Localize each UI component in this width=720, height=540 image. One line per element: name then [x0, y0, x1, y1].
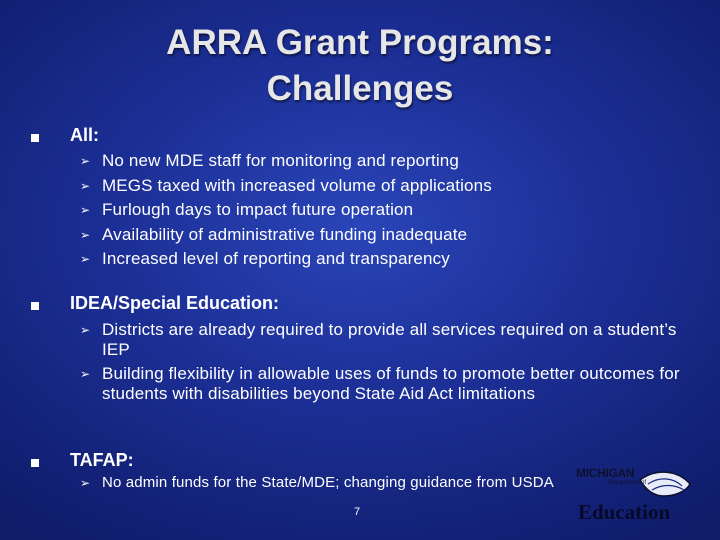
- list-item: ➢ No new MDE staff for monitoring and reporting: [80, 149, 690, 174]
- slide-title: [0, 20, 720, 112]
- logo-main-text: Education: [578, 500, 671, 524]
- title-line-1: ARRA Grant Programs:: [166, 23, 554, 62]
- list-item: ➢ MEGS taxed with increased volume of applications: [80, 174, 690, 199]
- list-item: ➢ Building flexibility in allowable uses of funds to promote better outcomes for students with disabilities beyond State Aid Act limitations: [80, 364, 680, 403]
- section-heading: IDEA/Special Education:: [70, 293, 280, 313]
- title-line-2: Challenges: [266, 69, 454, 108]
- square-bullet-icon: [31, 459, 39, 467]
- bullet-list: [80, 149, 690, 272]
- square-bullet-icon: [31, 134, 39, 142]
- arrow-bullet-icon: ➢: [80, 252, 91, 266]
- list-item: ➢ No admin funds for the State/MDE; changing guidance from USDA: [80, 471, 690, 496]
- list-item: ➢ Furlough days to impact future operation: [80, 198, 690, 223]
- bullet-list: [80, 320, 690, 408]
- arrow-bullet-icon: ➢: [80, 476, 91, 490]
- michigan-education-logo: [574, 466, 694, 528]
- logo-dept-text: Department of: [608, 480, 647, 486]
- arrow-bullet-icon: ➢: [80, 227, 91, 242]
- square-bullet-icon: [31, 302, 39, 310]
- arrow-bullet-icon: ➢: [80, 178, 91, 193]
- list-item: ➢ Increased level of reporting and transparency: [80, 247, 690, 272]
- arrow-bullet-icon: ➢: [80, 154, 91, 168]
- section-heading: All:: [70, 125, 99, 145]
- arrow-bullet-icon: ➢: [80, 367, 91, 381]
- arrow-bullet-icon: ➢: [80, 203, 91, 217]
- list-item: ➢ Districts are already required to provide all services required on a student’s IEP: [80, 320, 677, 359]
- logo-top-text: MICHIGAN: [576, 466, 635, 480]
- section-heading: TAFAP:: [70, 450, 134, 470]
- page-number: 7: [354, 506, 361, 518]
- list-item: ➢ Availability of administrative funding inadequate: [80, 223, 690, 248]
- arrow-bullet-icon: ➢: [80, 323, 91, 337]
